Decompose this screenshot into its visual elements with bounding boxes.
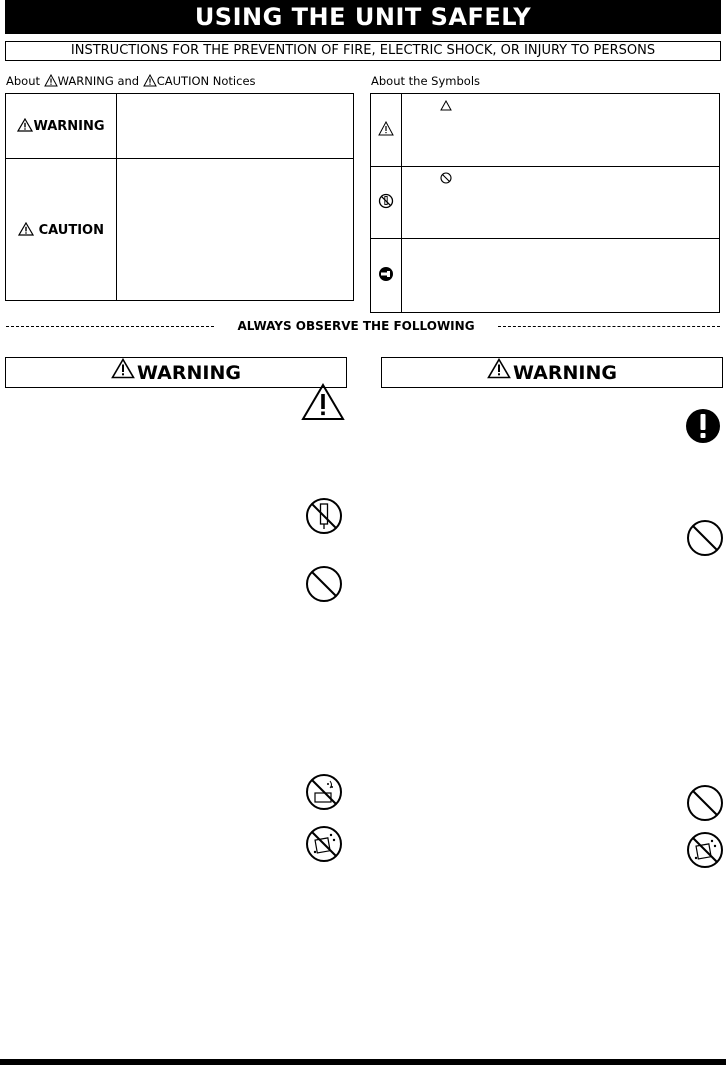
instructions-banner: INSTRUCTIONS FOR THE PREVENTION OF FIRE, ELECTRIC SHOCK, OR INJURY TO PERSONS [5,41,721,61]
caution-triangle-icon [143,74,157,87]
no-disassembly-icon [378,193,394,209]
right-warning-label: WARNING [513,362,617,384]
prohibited-icon [304,564,344,604]
symbols-section-label: About the Symbols [371,74,481,88]
always-observe-heading: ALWAYS OBSERVE THE FOLLOWING [237,319,475,333]
small-triangle-icon [440,100,452,111]
warning-triangle-icon [111,358,137,379]
notices-caution-label: CAUTION [38,222,104,238]
caution-triangle-icon [378,121,394,136]
notices-about-text: About [6,74,41,88]
notices-section-label [6,74,256,88]
notices-warning-text: WARNING [57,74,114,88]
divider-left [6,326,214,327]
symbol-triangle-text-cell [402,94,720,167]
left-warning-label: WARNING [137,362,241,384]
mandatory-action-icon [685,408,721,444]
notices-warning-text-cell [117,94,354,159]
notices-and-text: and [117,74,140,88]
notices-warning-label: WARNING [33,119,105,134]
prohibited-icon [685,783,725,823]
bottom-rule [0,1059,726,1065]
warning-triangle-icon [44,74,58,87]
warning-triangle-icon [17,118,33,132]
symbol-cell-mandatory [371,239,402,313]
left-warning-header [5,357,347,388]
symbol-cell-triangle [371,94,402,167]
notices-table [5,93,354,301]
no-liquid-icon [685,830,725,870]
right-warning-header [381,357,723,388]
caution-triangle-icon [301,383,345,421]
warning-triangle-icon [487,358,513,379]
prohibited-icon [685,518,725,558]
no-water-icon [304,772,344,812]
notices-warning-cell [6,94,117,159]
page-title: USING THE UNIT SAFELY [5,0,721,34]
no-disassembly-icon [304,496,344,536]
symbol-mandatory-text-cell [402,239,720,313]
notices-caution-text-cell [117,159,354,301]
notices-notices-text: Notices [212,74,256,88]
unplug-icon [378,266,394,282]
no-liquid-icon [304,824,344,864]
symbol-cell-prohibited [371,167,402,239]
symbol-prohibited-text-cell [402,167,720,239]
divider-right [498,326,720,327]
small-prohibited-icon [440,172,452,184]
notices-caution-cell [6,159,117,301]
notices-caution-text: CAUTION [156,74,210,88]
symbols-table [370,93,720,313]
caution-triangle-icon [18,222,34,236]
